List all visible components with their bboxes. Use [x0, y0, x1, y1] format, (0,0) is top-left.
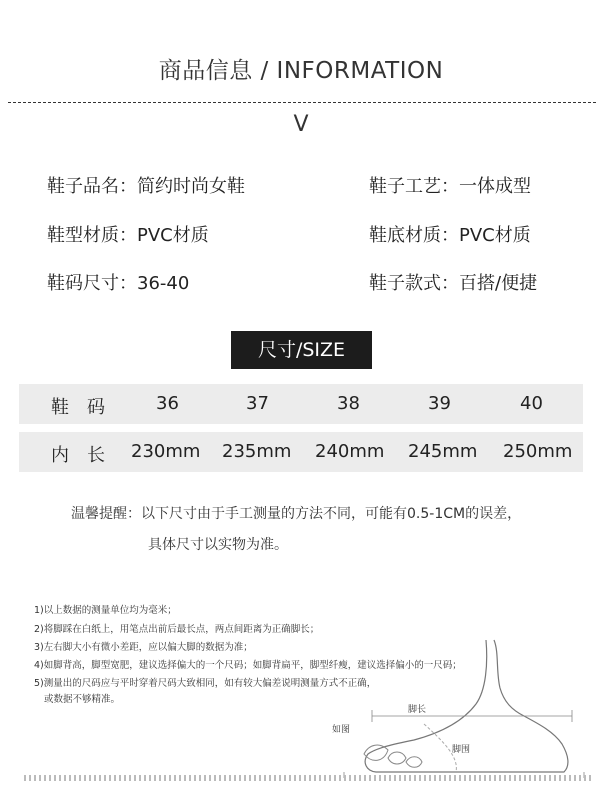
size-cell: 39	[428, 393, 451, 414]
guide-line: 或数据不够精准。	[44, 694, 121, 705]
guide-line: 3)左右脚大小有微小差距，应以偏大脚的数据为准；	[34, 642, 253, 653]
info-label-name: 鞋子品名：简约时尚女鞋	[47, 176, 245, 197]
foot-length-label: 脚长	[408, 705, 427, 715]
dashed-divider	[8, 102, 596, 103]
info-label-craft: 鞋子工艺：一体成型	[369, 176, 531, 197]
guide-line: 2)将脚踩在白纸上，用笔点出前后最长点，两点间距离为正确脚长；	[34, 624, 320, 635]
length-cell: 245mm	[408, 441, 478, 462]
length-cell: 230mm	[131, 441, 201, 462]
guide-line: 4)如脚背高，脚型宽肥，建议选择偏大的一个尺码；如脚背扁平，脚型纤瘦，建议选择偏小的一尺码；	[34, 660, 462, 671]
length-row-label: 内 长	[51, 445, 105, 466]
size-cell: 40	[520, 393, 543, 414]
measurement-notice: 温馨提醒：以下尺寸由于手工测量的方法不同，可能有0.5-1CM的误差，	[71, 506, 522, 522]
info-label-size-range: 鞋码尺寸：36-40	[47, 273, 190, 294]
inner-length-row	[19, 432, 583, 472]
measuring-guide	[24, 592, 592, 798]
guide-line: 5)测量出的尺码应与平时穿着尺码大致相同，如有较大偏差说明测量方式不正确，	[34, 678, 377, 689]
length-cell: 240mm	[315, 441, 385, 462]
foot-girth-label: 脚围	[452, 745, 471, 755]
page-title: 商品信息 / INFORMATION	[158, 58, 444, 84]
size-cell: 37	[246, 393, 269, 414]
length-cell: 250mm	[503, 441, 573, 462]
size-cell: 38	[337, 393, 360, 414]
size-cell: 36	[156, 393, 179, 414]
size-heading: 尺寸/SIZE	[231, 331, 372, 369]
info-label-upper-material: 鞋型材质：PVC材质	[47, 225, 209, 246]
measurement-notice-2: 具体尺寸以实物为准。	[148, 537, 288, 553]
guide-line: 1)以上数据的测量单位均为毫米；	[34, 605, 177, 616]
foot-illustration	[24, 592, 592, 798]
info-label-style: 鞋子款式：百搭/便捷	[369, 273, 538, 294]
length-cell: 235mm	[222, 441, 292, 462]
size-row	[19, 384, 583, 424]
info-label-sole-material: 鞋底材质：PVC材质	[369, 225, 531, 246]
diagram-note-label: 如图	[332, 725, 351, 735]
size-row-label: 鞋 码	[51, 397, 105, 418]
chevron-down-icon: V	[293, 112, 309, 137]
